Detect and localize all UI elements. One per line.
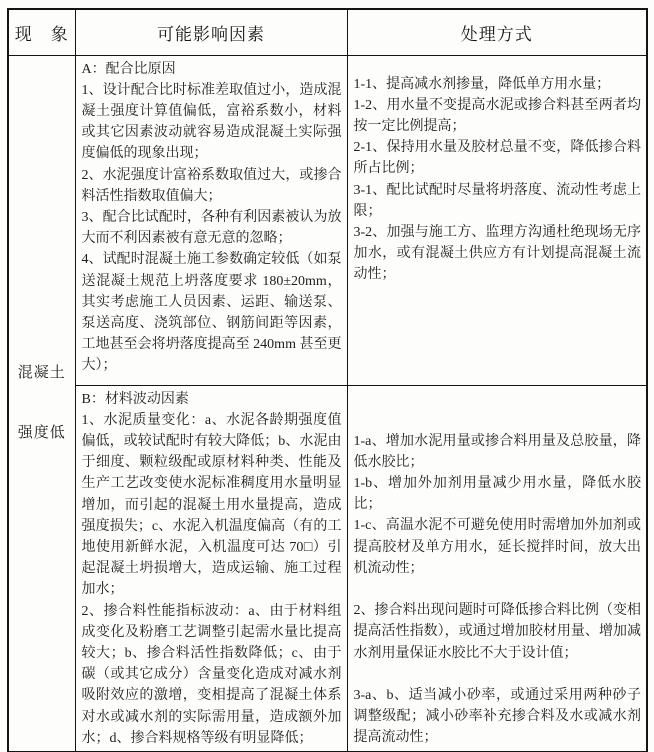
paragraph: 2、掺合料性能指标波动：a、由于材料组成变化及粉磨工艺调整引起需水量比提高较大；b、掺合料活性指数降低；c、由于碳（或其它成分）含量变化造成对减水剂吸附效应的激增，变相提高了混凝土体系对水或减水剂的实际需用量，造成额外加水；d、掺合料规格等级有明显降低； (81, 603, 342, 746)
paragraph: 1-1、提高减水剂掺量，降低单方用水量； (353, 76, 611, 92)
paragraph: 3、配合比试配时，各种有利因素被认为放大而不利因素被有意无意的忽略； (81, 209, 342, 247)
paragraph: 4、试配时混凝土施工参数确定较低（如泵送混凝土规范上坍落度要求 180±20mm，其实考虑施工人员因素、运距、输送泵、泵送高度、浇筑部位、钢筋间距等因素，工地甚至会将坍落度提高至 240mm 甚至更大）； (81, 252, 342, 374)
paragraph: 2、水泥强度计富裕系数取值过大，或掺合料活性指数取值偏大； (81, 167, 342, 204)
paragraph: 3-2、加强与施工方、监理方沟通杜绝现场无序加水，或有混凝土供应方有计划提高混凝土流动性； (353, 224, 641, 283)
header-phenomenon: 现 象 (8, 9, 75, 55)
factors-cell-a (75, 55, 347, 385)
row-section-b (8, 385, 647, 752)
factors-cell-b (75, 385, 347, 752)
paragraph: 2、掺合料出现问题时可降低掺合料比例（变相提高活性指数），或通过增加胶材用量、增加减水剂用量保证水胶比不大于设计值； (353, 603, 641, 661)
paragraph: 1、水泥质量变化：a、水泥各龄期强度值偏低，或较试配时有较大降低；b、水泥由于细度、颗粒级配或原材料种类、性能及生产工艺改变使水泥标准稠度用水量明显增加，而引起的混凝土用水量提高，造成强度损失；c、水泥入机温度偏高（有的工地使用新鲜水泥，入机温度可达 70□）引起混凝土坍损增大，造成运输、施工过程加水； (81, 412, 342, 598)
paragraph: 3-1、配比试配时尽量将坍落度、流动性考虑上限； (353, 182, 641, 219)
header-factors: 可能影响因素 (75, 9, 347, 55)
blank-line (354, 664, 642, 685)
paragraph: 1-2、用水量不变提高水泥或掺合料甚至两者均按一定比例提高； (353, 97, 641, 134)
paragraph: 1-a、增加水泥用量或掺合料用量及总胶量，降低水胶比； (353, 433, 641, 470)
paragraph: 1-b、增加外加剂用量减少用水量，降低水胶比； (353, 475, 641, 513)
phenomenon-cell (8, 55, 75, 752)
header-treatment: 处理方式 (347, 9, 647, 55)
phenomenon-line-2: 强度低 (17, 425, 66, 442)
treatments-cell-a (347, 55, 647, 385)
paragraph: 1-c、高温水泥不可避免使用时需增加外加剂或提高胶材及单方用水，延长搅拌时间，放大出机流动性； (353, 518, 641, 576)
row-section-a (8, 55, 647, 385)
paragraph: B：材料波动因素 (81, 391, 189, 407)
paragraph: 2-1、保持用水量及胶材总量不变，降低掺合料所占比例； (353, 140, 641, 177)
phenomenon-line-1: 混凝土 (17, 365, 66, 382)
paragraph: 3-a、b、适当减小砂率，或通过采用两种砂子调整级配；减小砂率补充掺合料及水或减水剂提高流动性； (353, 687, 641, 746)
concrete-troubleshooting-table (7, 8, 648, 752)
treatments-cell-b (347, 385, 647, 752)
paragraph: A：配合比原因 (81, 61, 176, 77)
paragraph: 1、设计配合比时标准差取值过小，造成混凝土强度计算值偏低，富裕系数小，材料或其它因素波动就容易造成混凝土实际强度偏低的现象出现； (81, 82, 342, 162)
blank-line (354, 579, 642, 600)
header-row (8, 9, 647, 55)
